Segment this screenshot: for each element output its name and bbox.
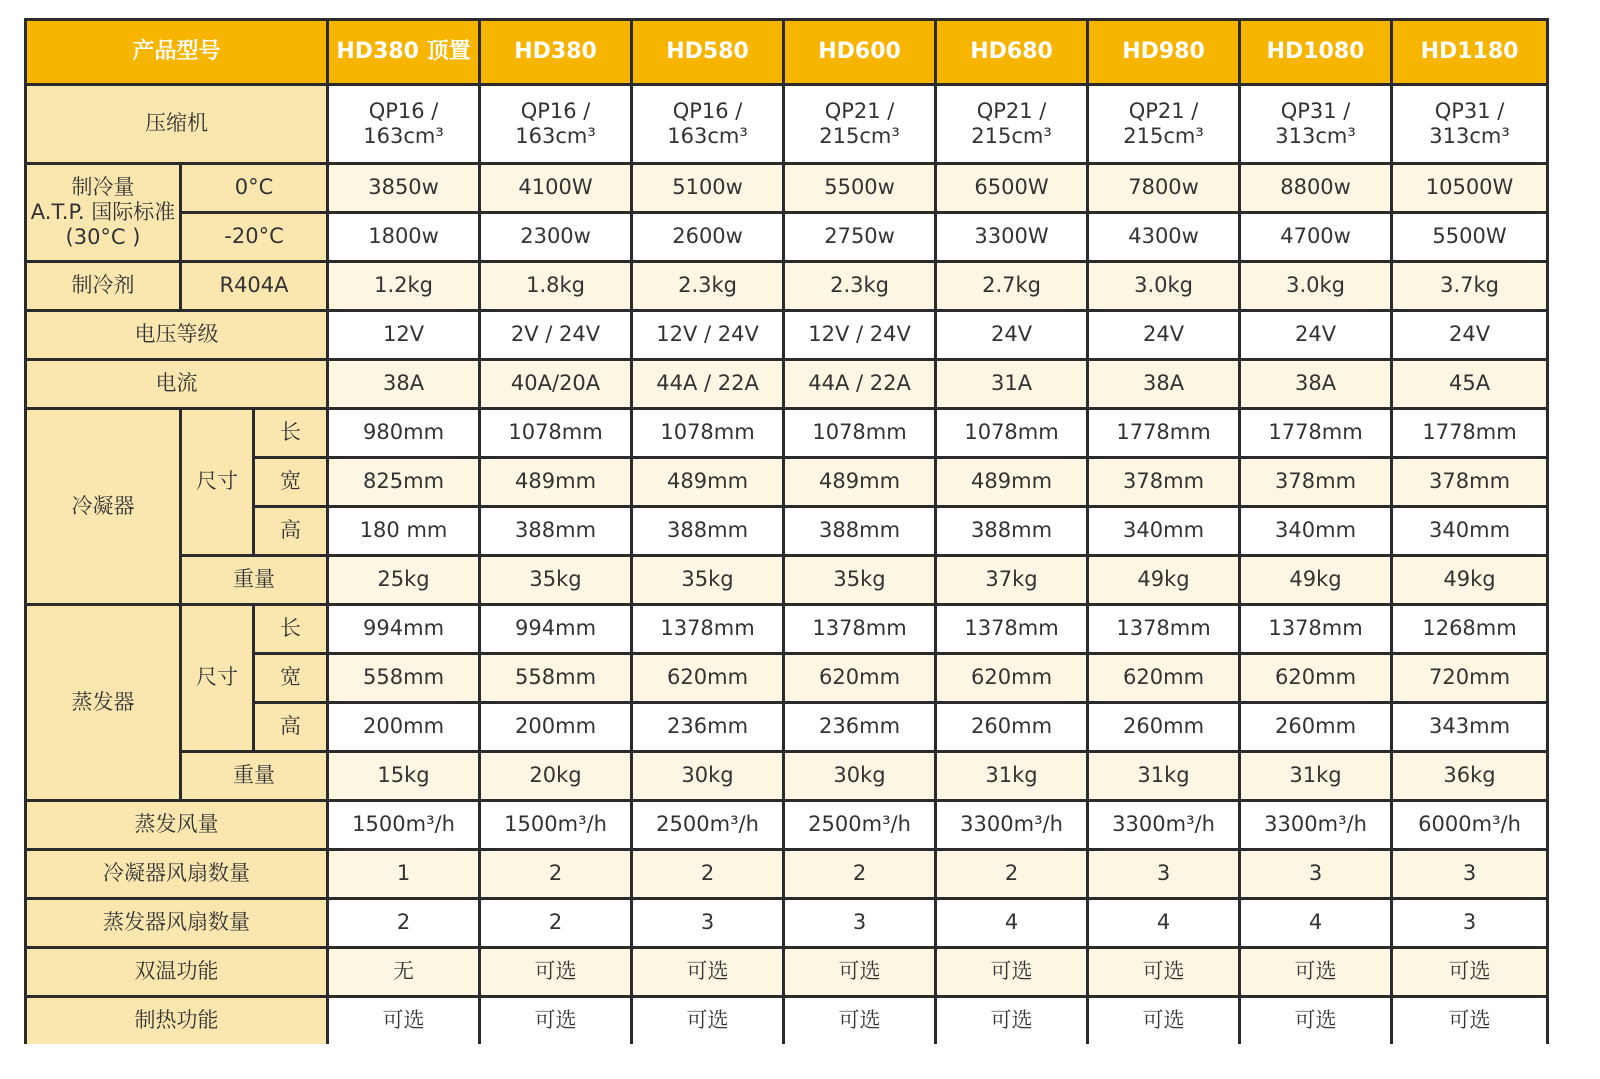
value-cell: 38A (1088, 360, 1240, 409)
value-cell: 可选 (1088, 948, 1240, 997)
value-cell: 2500m³/h (632, 801, 784, 850)
compressor-label: 压缩机 (26, 85, 328, 164)
value-cell: 2 (480, 850, 632, 899)
value-cell (1240, 85, 1392, 164)
value-cell: 200mm (328, 703, 480, 752)
evap-airflow-label: 蒸发风量 (26, 801, 328, 850)
value-cell: 49kg (1240, 556, 1392, 605)
value-cell: 2600w (632, 213, 784, 262)
value-line: 163cm³ (515, 124, 596, 148)
heating-row (26, 997, 1548, 1045)
voltage-row (26, 311, 1548, 360)
value-cell: 44A / 22A (784, 360, 936, 409)
header-label: 产品型号 (26, 20, 328, 85)
value-cell: 2750w (784, 213, 936, 262)
value-cell: 4 (1240, 899, 1392, 948)
value-cell: 12V / 24V (632, 311, 784, 360)
value-cell: 24V (936, 311, 1088, 360)
condenser-width-label: 宽 (254, 458, 328, 507)
value-line: QP16 / (520, 98, 591, 123)
evaporator-height-row (26, 703, 1548, 752)
value-line: QP21 / (1128, 98, 1199, 123)
evap-fans-label: 蒸发器风扇数量 (26, 899, 328, 948)
value-cell (480, 85, 632, 164)
value-line: QP31 / (1434, 98, 1505, 123)
heating-label: 制热功能 (26, 997, 328, 1045)
value-cell: 200mm (480, 703, 632, 752)
model-header: HD1180 (1392, 20, 1548, 85)
value-cell: 2300w (480, 213, 632, 262)
value-cell: 720mm (1392, 654, 1548, 703)
header-row (26, 20, 1548, 85)
value-cell: 3300W (936, 213, 1088, 262)
value-cell: 31kg (1088, 752, 1240, 801)
value-cell: 3300m³/h (936, 801, 1088, 850)
value-cell (1392, 85, 1548, 164)
value-line: 215cm³ (1123, 124, 1204, 148)
value-cell: 1078mm (480, 409, 632, 458)
value-cell (1088, 85, 1240, 164)
value-cell: 489mm (480, 458, 632, 507)
value-cell: 2V / 24V (480, 311, 632, 360)
value-cell: 可选 (1392, 948, 1548, 997)
value-cell: 620mm (784, 654, 936, 703)
value-cell: 1378mm (1088, 605, 1240, 654)
value-cell: 1800w (328, 213, 480, 262)
cooling-temp-0c: 0°C (181, 164, 328, 213)
value-cell: 340mm (1088, 507, 1240, 556)
value-cell: 489mm (632, 458, 784, 507)
value-cell: 30kg (784, 752, 936, 801)
value-cell: 2.3kg (632, 262, 784, 311)
value-cell: 3 (1392, 850, 1548, 899)
value-cell: 1500m³/h (480, 801, 632, 850)
value-cell: 5500W (1392, 213, 1548, 262)
value-cell (328, 85, 480, 164)
value-cell: 24V (1392, 311, 1548, 360)
value-cell: 可选 (1240, 948, 1392, 997)
value-cell: 24V (1240, 311, 1392, 360)
value-line: 313cm³ (1429, 124, 1510, 148)
value-cell: 378mm (1088, 458, 1240, 507)
value-line: 163cm³ (363, 124, 444, 148)
value-line: QP21 / (976, 98, 1047, 123)
value-cell: 45A (1392, 360, 1548, 409)
condenser-weight-label: 重量 (181, 556, 328, 605)
value-cell: 1.2kg (328, 262, 480, 311)
model-header: HD380 顶置 (328, 20, 480, 85)
value-cell: 236mm (784, 703, 936, 752)
evaporator-label: 蒸发器 (26, 605, 181, 801)
value-cell: 6000m³/h (1392, 801, 1548, 850)
value-cell: 40A/20A (480, 360, 632, 409)
value-cell: 2500m³/h (784, 801, 936, 850)
value-line: 215cm³ (819, 124, 900, 148)
value-cell: 8800w (1240, 164, 1392, 213)
evaporator-width-label: 宽 (254, 654, 328, 703)
value-cell: 可选 (936, 948, 1088, 997)
value-cell: 1078mm (784, 409, 936, 458)
value-cell: 2 (936, 850, 1088, 899)
value-cell: 3300m³/h (1088, 801, 1240, 850)
value-cell: 35kg (480, 556, 632, 605)
value-cell: 825mm (328, 458, 480, 507)
value-cell: 1378mm (784, 605, 936, 654)
value-cell: 260mm (1088, 703, 1240, 752)
value-cell: 35kg (784, 556, 936, 605)
value-cell: 260mm (936, 703, 1088, 752)
value-cell: 3 (784, 899, 936, 948)
value-cell: 1268mm (1392, 605, 1548, 654)
value-line: QP16 / (672, 98, 743, 123)
value-cell: 378mm (1392, 458, 1548, 507)
value-cell: 可选 (328, 997, 480, 1045)
value-cell: 3.0kg (1240, 262, 1392, 311)
value-cell (784, 85, 936, 164)
value-line: 313cm³ (1275, 124, 1356, 148)
value-cell: 4 (1088, 899, 1240, 948)
value-cell: 31A (936, 360, 1088, 409)
value-cell: 35kg (632, 556, 784, 605)
value-line: 163cm³ (667, 124, 748, 148)
value-cell: 2.7kg (936, 262, 1088, 311)
value-cell: 49kg (1088, 556, 1240, 605)
value-cell: 44A / 22A (632, 360, 784, 409)
value-cell: 236mm (632, 703, 784, 752)
value-cell: 1378mm (936, 605, 1088, 654)
cond-fans-row (26, 850, 1548, 899)
value-cell: 25kg (328, 556, 480, 605)
current-label: 电流 (26, 360, 328, 409)
condenser-width-row (26, 458, 1548, 507)
evap-fans-row (26, 899, 1548, 948)
value-cell: 1378mm (1240, 605, 1392, 654)
value-cell: 558mm (328, 654, 480, 703)
value-cell: 20kg (480, 752, 632, 801)
value-cell: 378mm (1240, 458, 1392, 507)
value-cell: 可选 (1392, 997, 1548, 1045)
value-cell: 388mm (784, 507, 936, 556)
condenser-height-label: 高 (254, 507, 328, 556)
value-cell: 5500w (784, 164, 936, 213)
value-cell: 3 (1088, 850, 1240, 899)
value-line: 215cm³ (971, 124, 1052, 148)
value-cell: 15kg (328, 752, 480, 801)
value-cell: 620mm (1088, 654, 1240, 703)
value-cell (632, 85, 784, 164)
value-cell: 可选 (480, 948, 632, 997)
value-cell: 388mm (632, 507, 784, 556)
value-line: QP31 / (1280, 98, 1351, 123)
value-cell: 620mm (936, 654, 1088, 703)
value-line: QP16 / (368, 98, 439, 123)
value-cell: 994mm (480, 605, 632, 654)
cooling-0c-row (26, 164, 1548, 213)
cond-fans-label: 冷凝器风扇数量 (26, 850, 328, 899)
current-row (26, 360, 1548, 409)
value-cell: 12V / 24V (784, 311, 936, 360)
value-cell: 180 mm (328, 507, 480, 556)
value-cell: 无 (328, 948, 480, 997)
model-header: HD680 (936, 20, 1088, 85)
value-cell: 340mm (1392, 507, 1548, 556)
model-header: HD380 (480, 20, 632, 85)
value-cell: 1778mm (1240, 409, 1392, 458)
value-cell: 620mm (1240, 654, 1392, 703)
value-cell (936, 85, 1088, 164)
cooling-label-line1: 制冷量 (71, 174, 135, 199)
value-cell: 3300m³/h (1240, 801, 1392, 850)
value-cell: 343mm (1392, 703, 1548, 752)
value-cell: 可选 (632, 948, 784, 997)
value-cell: 2 (632, 850, 784, 899)
condenser-height-row (26, 507, 1548, 556)
value-cell: 31kg (1240, 752, 1392, 801)
cooling-label-line3: (30°C ) (65, 225, 141, 250)
value-cell: 10500W (1392, 164, 1548, 213)
value-cell: 3 (632, 899, 784, 948)
value-cell: 可选 (1240, 997, 1392, 1045)
value-cell: 388mm (936, 507, 1088, 556)
value-cell: 可选 (1088, 997, 1240, 1045)
dual-temp-label: 双温功能 (26, 948, 328, 997)
model-header: HD980 (1088, 20, 1240, 85)
refrigerant-row (26, 262, 1548, 311)
value-cell: 3 (1240, 850, 1392, 899)
value-cell: 2 (328, 899, 480, 948)
evap-airflow-row (26, 801, 1548, 850)
value-cell: 4700w (1240, 213, 1392, 262)
value-cell: 38A (1240, 360, 1392, 409)
value-cell: 30kg (632, 752, 784, 801)
condenser-size-label: 尺寸 (181, 409, 254, 556)
evaporator-length-row (26, 605, 1548, 654)
value-cell: 558mm (480, 654, 632, 703)
voltage-label: 电压等级 (26, 311, 328, 360)
value-cell: 1500m³/h (328, 801, 480, 850)
value-cell: 4100W (480, 164, 632, 213)
value-cell: 489mm (936, 458, 1088, 507)
value-cell: 260mm (1240, 703, 1392, 752)
refrigerant-label: 制冷剂 (26, 262, 181, 311)
cooling-minus20c-row (26, 213, 1548, 262)
evaporator-weight-label: 重量 (181, 752, 328, 801)
value-cell: 可选 (784, 948, 936, 997)
evaporator-height-label: 高 (254, 703, 328, 752)
value-cell: 3 (1392, 899, 1548, 948)
value-cell: 1078mm (936, 409, 1088, 458)
cooling-temp-minus20c: -20°C (181, 213, 328, 262)
value-cell: 4 (936, 899, 1088, 948)
cooling-label-line2: A.T.P. 国际标准 (30, 199, 176, 224)
value-cell: 可选 (480, 997, 632, 1045)
value-cell: 1078mm (632, 409, 784, 458)
condenser-length-label: 长 (254, 409, 328, 458)
value-cell: 31kg (936, 752, 1088, 801)
value-cell: 2 (480, 899, 632, 948)
refrigerant-type: R404A (181, 262, 328, 311)
value-cell: 6500W (936, 164, 1088, 213)
value-cell: 994mm (328, 605, 480, 654)
value-cell: 3.0kg (1088, 262, 1240, 311)
value-cell: 可选 (936, 997, 1088, 1045)
value-cell: 38A (328, 360, 480, 409)
value-cell: 4300w (1088, 213, 1240, 262)
value-cell: 36kg (1392, 752, 1548, 801)
condenser-label: 冷凝器 (26, 409, 181, 605)
value-cell: 可选 (632, 997, 784, 1045)
value-cell: 3850w (328, 164, 480, 213)
value-cell: 1.8kg (480, 262, 632, 311)
condenser-length-row (26, 409, 1548, 458)
value-cell: 340mm (1240, 507, 1392, 556)
spec-table (24, 18, 1549, 1044)
condenser-weight-row (26, 556, 1548, 605)
value-cell: 1 (328, 850, 480, 899)
value-cell: 489mm (784, 458, 936, 507)
value-cell: 2.3kg (784, 262, 936, 311)
value-cell: 1378mm (632, 605, 784, 654)
value-cell: 49kg (1392, 556, 1548, 605)
evaporator-size-label: 尺寸 (181, 605, 254, 752)
evaporator-length-label: 长 (254, 605, 328, 654)
value-cell: 5100w (632, 164, 784, 213)
value-cell: 1778mm (1088, 409, 1240, 458)
value-cell: 620mm (632, 654, 784, 703)
model-header: HD600 (784, 20, 936, 85)
model-header: HD580 (632, 20, 784, 85)
value-cell: 2 (784, 850, 936, 899)
value-cell: 3.7kg (1392, 262, 1548, 311)
model-header: HD1080 (1240, 20, 1392, 85)
value-cell: 可选 (784, 997, 936, 1045)
value-cell: 24V (1088, 311, 1240, 360)
value-cell: 980mm (328, 409, 480, 458)
value-cell: 388mm (480, 507, 632, 556)
value-cell: 1778mm (1392, 409, 1548, 458)
cooling-label (26, 164, 181, 262)
evaporator-weight-row (26, 752, 1548, 801)
value-cell: 37kg (936, 556, 1088, 605)
value-line: QP21 / (824, 98, 895, 123)
value-cell: 7800w (1088, 164, 1240, 213)
value-cell: 12V (328, 311, 480, 360)
dual-temp-row (26, 948, 1548, 997)
evaporator-width-row (26, 654, 1548, 703)
compressor-row (26, 85, 1548, 164)
